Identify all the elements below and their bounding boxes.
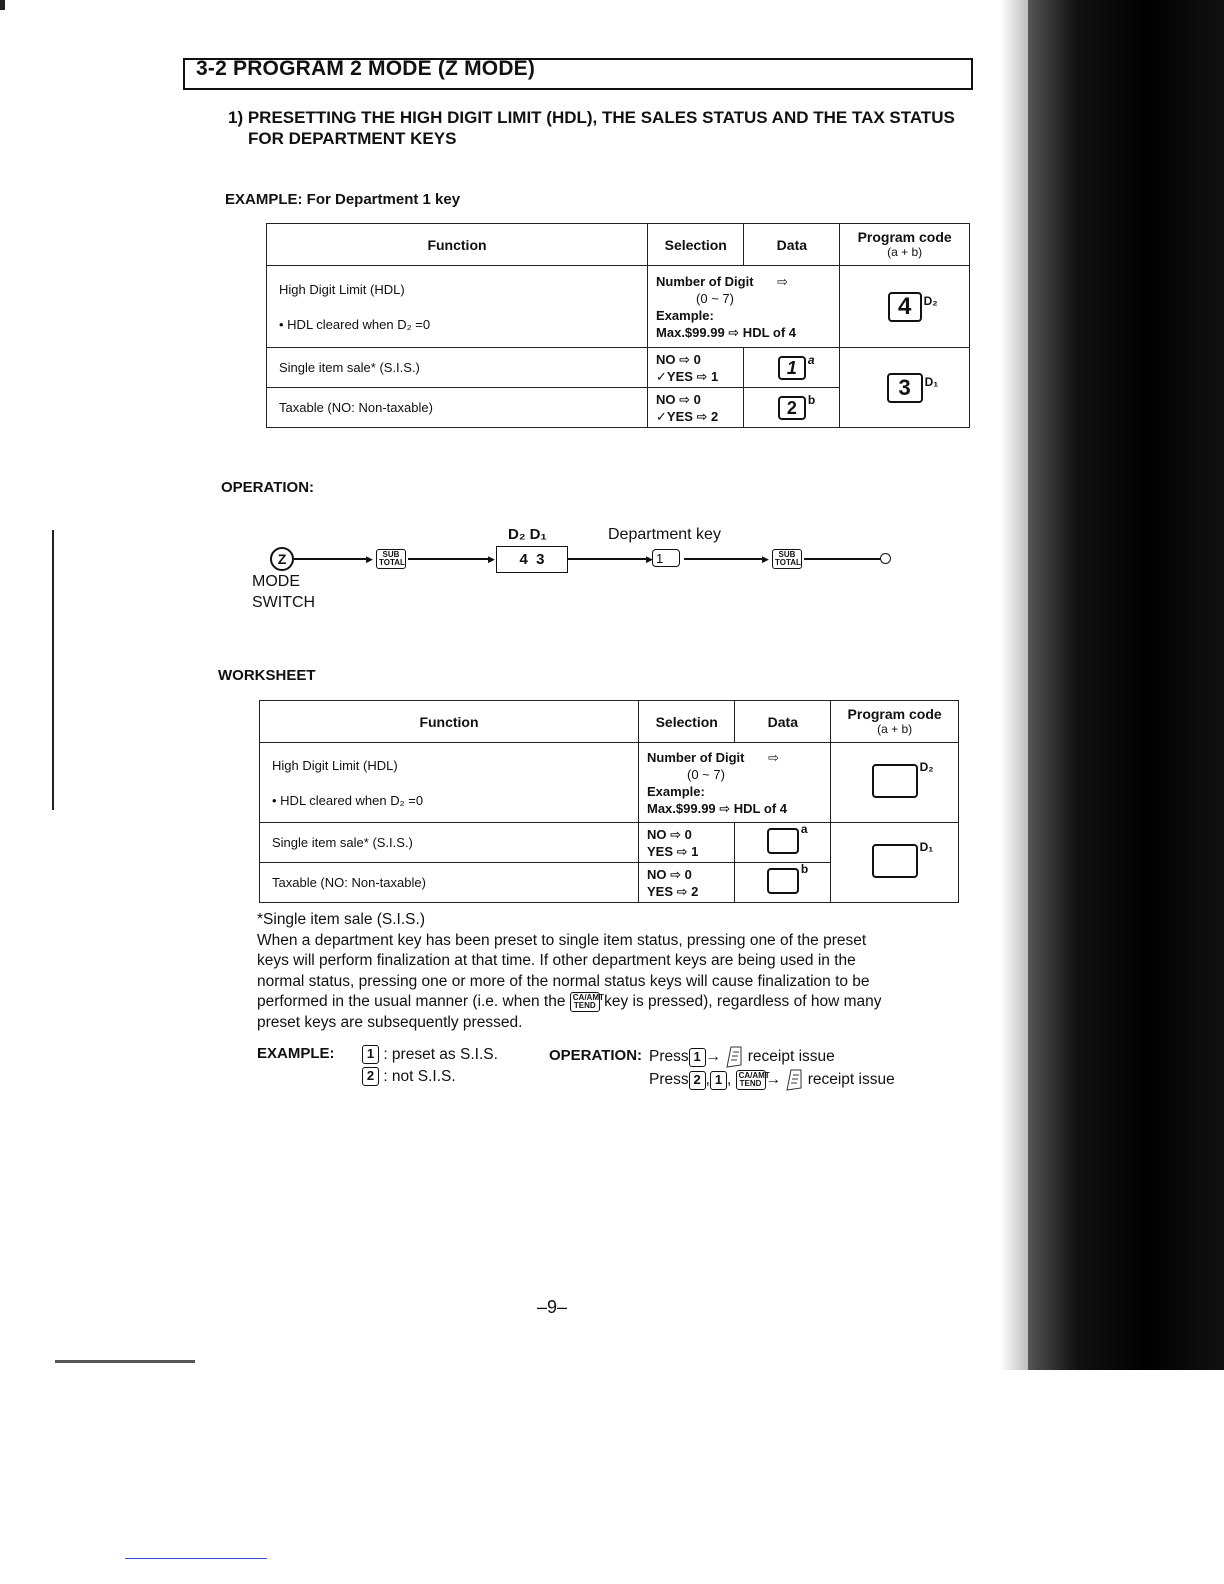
header-selection: Selection [648,224,744,266]
example-key-2-line [362,1067,456,1088]
ws-hdl-example-label: Example: [647,783,705,799]
tax-yes: ✓YES ⇨ 2 [656,408,719,424]
example-label: EXAMPLE: For Department 1 key [225,191,461,208]
header-program-code [840,224,970,266]
header-function: Function [267,224,648,266]
ca-amt-tend-key-icon [570,992,604,1012]
ca-key-bottom: TEND [739,1079,762,1088]
ws-hdl-function-cell [260,743,639,823]
tax-data-cell [744,388,840,428]
code-key-d1 [887,373,939,403]
department-key-1: 1 [652,549,680,567]
switch-label: SWITCH [252,594,316,611]
ws-header-selection: Selection [639,701,735,743]
hdl-selection-cell [648,266,840,348]
header-program-code-label: Program code [857,228,952,245]
bottom-operation-label: OPERATION: [549,1047,643,1064]
key-1-icon: 1 [362,1045,379,1064]
arrow-head-icon: ▶ [488,554,495,564]
data-key-b-value: 2 [786,397,797,418]
department-key-label: Department key [608,526,721,543]
tax-selection-cell [648,388,744,428]
hdl-label: High Digit Limit (HDL) [279,281,405,297]
code-key-d1-value: 3 [898,374,911,400]
ws-data-box-b-label: b [800,862,809,876]
ws-header-program-code [831,701,959,743]
hdl-code-cell [840,266,970,348]
subtotal-key-1-top: SUB [382,550,400,559]
arrow-icon: → [705,1048,722,1066]
ws-sis-data-cell[interactable] [735,823,831,863]
sis-note-line: keys will perform finalization at that time. If other department keys are being used in the [257,952,856,969]
ws-header-function: Function [260,701,639,743]
operation-diagram [240,520,920,620]
sis-note-line: preset keys are subsequently pressed. [257,1013,523,1031]
worksheet-table [259,700,959,903]
operation-label: OPERATION: [221,479,315,496]
ws-sis-function-cell: Single item sale* (S.I.S.) [260,823,639,863]
mode-label: MODE [252,573,300,590]
ws-hdl-number-of-digit: Number of Digit [647,749,745,765]
arrow-icon: ⇨ [768,749,780,765]
ws-hdl-range: (0 ~ 7) [687,766,725,782]
header-program-code-sub: (a + b) [887,244,923,259]
ws-sis-no: NO ⇨ 0 [647,826,692,842]
ws-tax-yes: YES ⇨ 2 [647,883,699,899]
receipt-issue-text: receipt issue [807,1071,895,1089]
flow-line [804,558,880,560]
ca-key-top: CA/AMT [738,1071,770,1080]
ws-hdl-code-cell[interactable] [831,743,959,823]
sis-note [257,910,977,1033]
operation-line-2 [649,1068,895,1092]
key-2-icon: 2 [689,1071,706,1090]
subtotal-key-2-top: SUB [778,550,796,559]
hdl-example-value: Max.$99.99 ⇨ HDL of 4 [656,324,797,340]
receipt-icon [725,1045,743,1069]
ws-data-box-a-label: a [800,822,808,836]
ws-tax-data-cell[interactable] [735,863,831,903]
sis-function-cell: Single item sale* (S.I.S.) [267,348,648,388]
key-2-icon: 2 [362,1067,379,1086]
sis-note-line: normal status, pressing one or more of the normal status keys will cause finalization to be [257,972,870,990]
arrow-icon: → [765,1071,782,1089]
flow-end-icon [880,553,891,564]
ws-hdl-label: High Digit Limit (HDL) [272,757,398,773]
ws-header-program-code-sub: (a + b) [877,721,913,736]
code-key-d2-label: D₂ [923,293,938,308]
ws-data-box-a[interactable] [767,822,808,854]
heading-line-1: 1) PRESETTING THE HIGH DIGIT LIMIT (HDL), THE SALES STATUS AND THE TAX STATUS [228,108,955,127]
flow-line [408,558,490,560]
hdl-example-label: Example: [656,307,714,323]
receipt-icon [785,1068,803,1092]
ws-hdl-cleared-note: • HDL cleared when D₂ =0 [272,792,424,808]
z-mode-switch-icon [270,547,294,571]
sis-note-line: When a department key has been preset to single item status, pressing one of the preset [257,931,867,949]
example-program-table [266,223,970,428]
code-key-d1-label: D₁ [924,374,939,389]
ws-tax-function-cell: Taxable (NO: Non-taxable) [260,863,639,903]
scan-line [125,1558,267,1559]
scan-speck [0,0,5,10]
ws-tax-selection-cell [639,863,735,903]
code-key-d2-value: 4 [897,292,912,320]
subtotal-key-1 [376,549,406,569]
press-label: Press [649,1048,689,1066]
data-key-a-label: a [807,352,815,367]
flow-line [294,558,368,560]
operation-line-1 [649,1045,835,1069]
example-key-1-line [362,1045,498,1066]
scan-speck [55,1360,195,1363]
heading-line-2: FOR DEPARTMENT KEYS [248,129,457,148]
ws-sis-yes: YES ⇨ 1 [647,843,699,859]
key-1-icon: 1 [710,1071,727,1090]
sis-data-cell [744,348,840,388]
key-1-icon: 1 [689,1048,706,1067]
subtotal-key-1-bottom: TOTAL [379,558,405,567]
status-code-cell [840,348,970,428]
digits-box: 4 3 [496,546,568,573]
ca-key-top: CA/AMT [572,993,604,1002]
sis-note-line [257,992,977,1013]
flow-line [684,558,764,560]
z-mode-letter: Z [277,551,287,567]
code-key-d2 [888,292,938,322]
tax-no: NO ⇨ 0 [656,391,701,407]
press-label: Press [649,1071,689,1089]
hdl-function-cell [267,266,648,348]
sis-note-title: *Single item sale (S.I.S.) [257,911,425,928]
ws-hdl-selection-cell [639,743,831,823]
ws-tax-no: NO ⇨ 0 [647,866,692,882]
data-key-a-value: 1 [786,357,797,378]
receipt-issue-text: receipt issue [747,1048,835,1066]
hdl-range: (0 ~ 7) [696,290,734,306]
flow-line [568,558,648,560]
sis-no: NO ⇨ 0 [656,351,701,367]
subtotal-key-2 [772,549,802,569]
hdl-number-of-digit: Number of Digit [656,273,754,289]
ws-data-box-b[interactable] [767,862,809,894]
ws-code-box-d1[interactable] [872,840,934,878]
arrow-head-icon: ▶ [762,554,769,564]
ws-code-box-d2-label: D₂ [919,760,934,774]
data-key-b-label: b [807,392,816,407]
bottom-example-label: EXAMPLE: [257,1045,335,1062]
ws-header-data: Data [735,701,831,743]
sis-note-text: key is pressed), regardless of how many [604,993,882,1011]
ws-code-box-d1-label: D₁ [919,840,934,854]
section-title: 3-2 PROGRAM 2 MODE (Z MODE) [196,57,536,80]
ca-key-bottom: TEND [573,1001,596,1010]
worksheet-label: WORKSHEET [218,667,316,684]
sis-note-text: performed in the usual manner (i.e. when the [257,993,566,1011]
comma: , [705,1071,710,1089]
page-number: –9– [537,1297,568,1317]
arrow-head-icon: ▶ [366,554,373,564]
key-2-desc: : not S.I.S. [383,1068,456,1085]
ca-amt-tend-key-icon [736,1070,770,1090]
comma: , [726,1071,732,1089]
ws-code-box-d2[interactable] [872,760,934,798]
sis-selection-cell [648,348,744,388]
scan-margin-shadow [1028,0,1224,1370]
scan-binding-line [52,530,54,810]
ws-sis-selection-cell [639,823,735,863]
key-1-desc: : preset as S.I.S. [383,1046,498,1063]
arrow-head-icon: ▶ [646,554,653,564]
header-data: Data [744,224,840,266]
tax-function-cell: Taxable (NO: Non-taxable) [267,388,648,428]
arrow-icon: ⇨ [777,273,789,289]
ws-hdl-example-value: Max.$99.99 ⇨ HDL of 4 [647,800,787,816]
d2-d1-labels: D₂ D₁ [508,526,547,543]
ws-status-code-cell[interactable] [831,823,959,903]
data-key-b [778,392,816,420]
data-key-a [778,352,815,380]
ws-header-program-code-label: Program code [847,705,942,722]
subtotal-key-2-bottom: TOTAL [775,558,801,567]
sis-yes: ✓YES ⇨ 1 [656,368,719,384]
hdl-cleared-note: • HDL cleared when D₂ =0 [279,316,431,332]
